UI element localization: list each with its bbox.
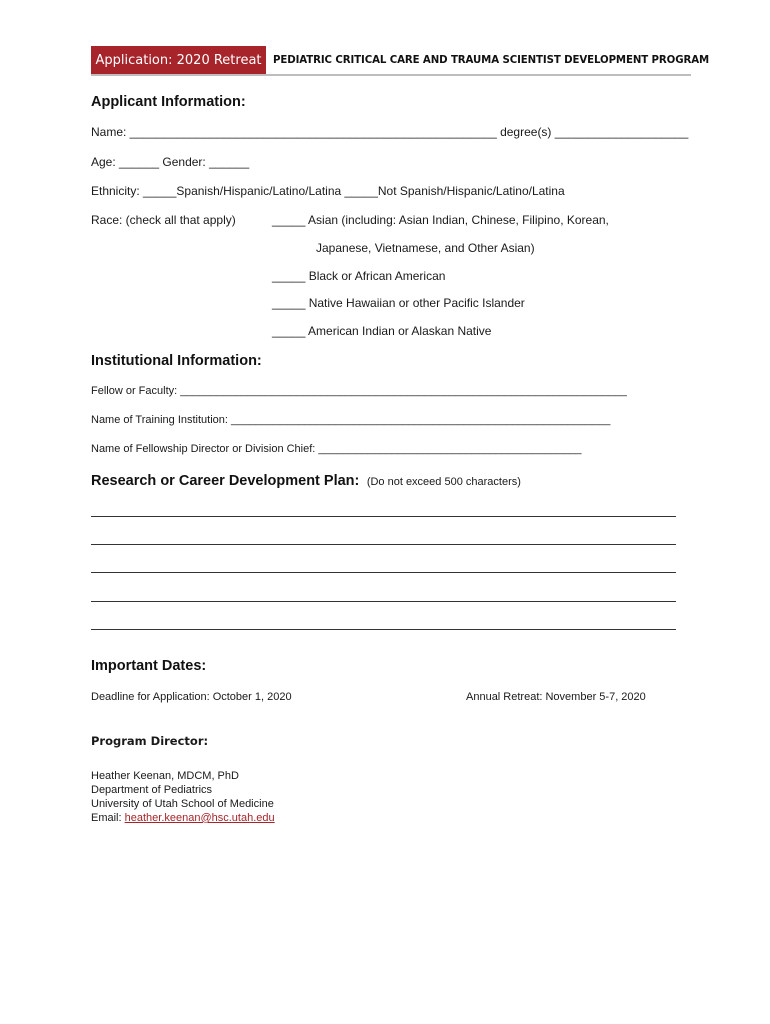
application-deadline: Deadline for Application: October 1, 2020	[91, 691, 292, 703]
ethnicity-field[interactable]: Ethnicity: _____Spanish/Hispanic/Latino/Latina _____Not Spanish/Hispanic/Latino/Latina	[91, 184, 565, 198]
director-institution: University of Utah School of Medicine	[91, 798, 274, 810]
race-label: Race: (check all that apply)	[91, 213, 236, 227]
age-gender-field[interactable]: Age: ______ Gender: ______	[91, 155, 250, 169]
research-plan-line[interactable]	[91, 572, 676, 573]
race-option-black[interactable]: _____ Black or African American	[272, 269, 446, 283]
director-email-row	[91, 812, 275, 824]
important-dates-heading: Important Dates:	[91, 658, 207, 674]
email-label: Email:	[91, 812, 122, 824]
fellowship-director-field[interactable]: Name of Fellowship Director or Division Chief: ___________________________________________	[91, 443, 582, 455]
name-degree-field[interactable]: Name: _______________________________________________________ degree(s) ____________________	[91, 125, 689, 139]
race-option-american-indian[interactable]: _____ American Indian or Alaskan Native	[272, 324, 492, 338]
research-plan-line[interactable]	[91, 544, 676, 545]
director-email-link[interactable]: heather.keenan@hsc.utah.edu	[124, 812, 275, 824]
race-option-asian[interactable]: _____ Asian (including: Asian Indian, Chinese, Filipino, Korean,	[272, 213, 609, 227]
research-plan-heading: Research or Career Development Plan:	[91, 473, 360, 489]
program-director-heading: Program Director:	[91, 734, 209, 748]
research-plan-heading-row	[91, 472, 521, 490]
research-plan-note: (Do not exceed 500 characters)	[366, 476, 521, 488]
institutional-info-heading: Institutional Information:	[91, 353, 262, 369]
research-plan-line[interactable]	[91, 601, 676, 602]
header-divider	[91, 74, 691, 76]
application-tab-label: Application: 2020 Retreat	[91, 46, 266, 75]
race-option-pacific-islander[interactable]: _____ Native Hawaiian or other Pacific Islander	[272, 296, 525, 310]
director-name: Heather Keenan, MDCM, PhD	[91, 770, 239, 782]
race-option-asian-continued: Japanese, Vietnamese, and Other Asian)	[316, 241, 535, 255]
research-plan-line[interactable]	[91, 516, 676, 517]
research-plan-line[interactable]	[91, 629, 676, 630]
director-department: Department of Pediatrics	[91, 784, 213, 796]
fellow-faculty-field[interactable]: Fellow or Faculty: _________________________________________________________________________	[91, 385, 627, 397]
annual-retreat-date: Annual Retreat: November 5-7, 2020	[466, 691, 646, 703]
applicant-info-heading: Applicant Information:	[91, 94, 246, 110]
program-title: PEDIATRIC CRITICAL CARE AND TRAUMA SCIENTIST DEVELOPMENT PROGRAM	[273, 55, 710, 66]
training-institution-field[interactable]: Name of Training Institution: ______________________________________________________________	[91, 414, 611, 426]
